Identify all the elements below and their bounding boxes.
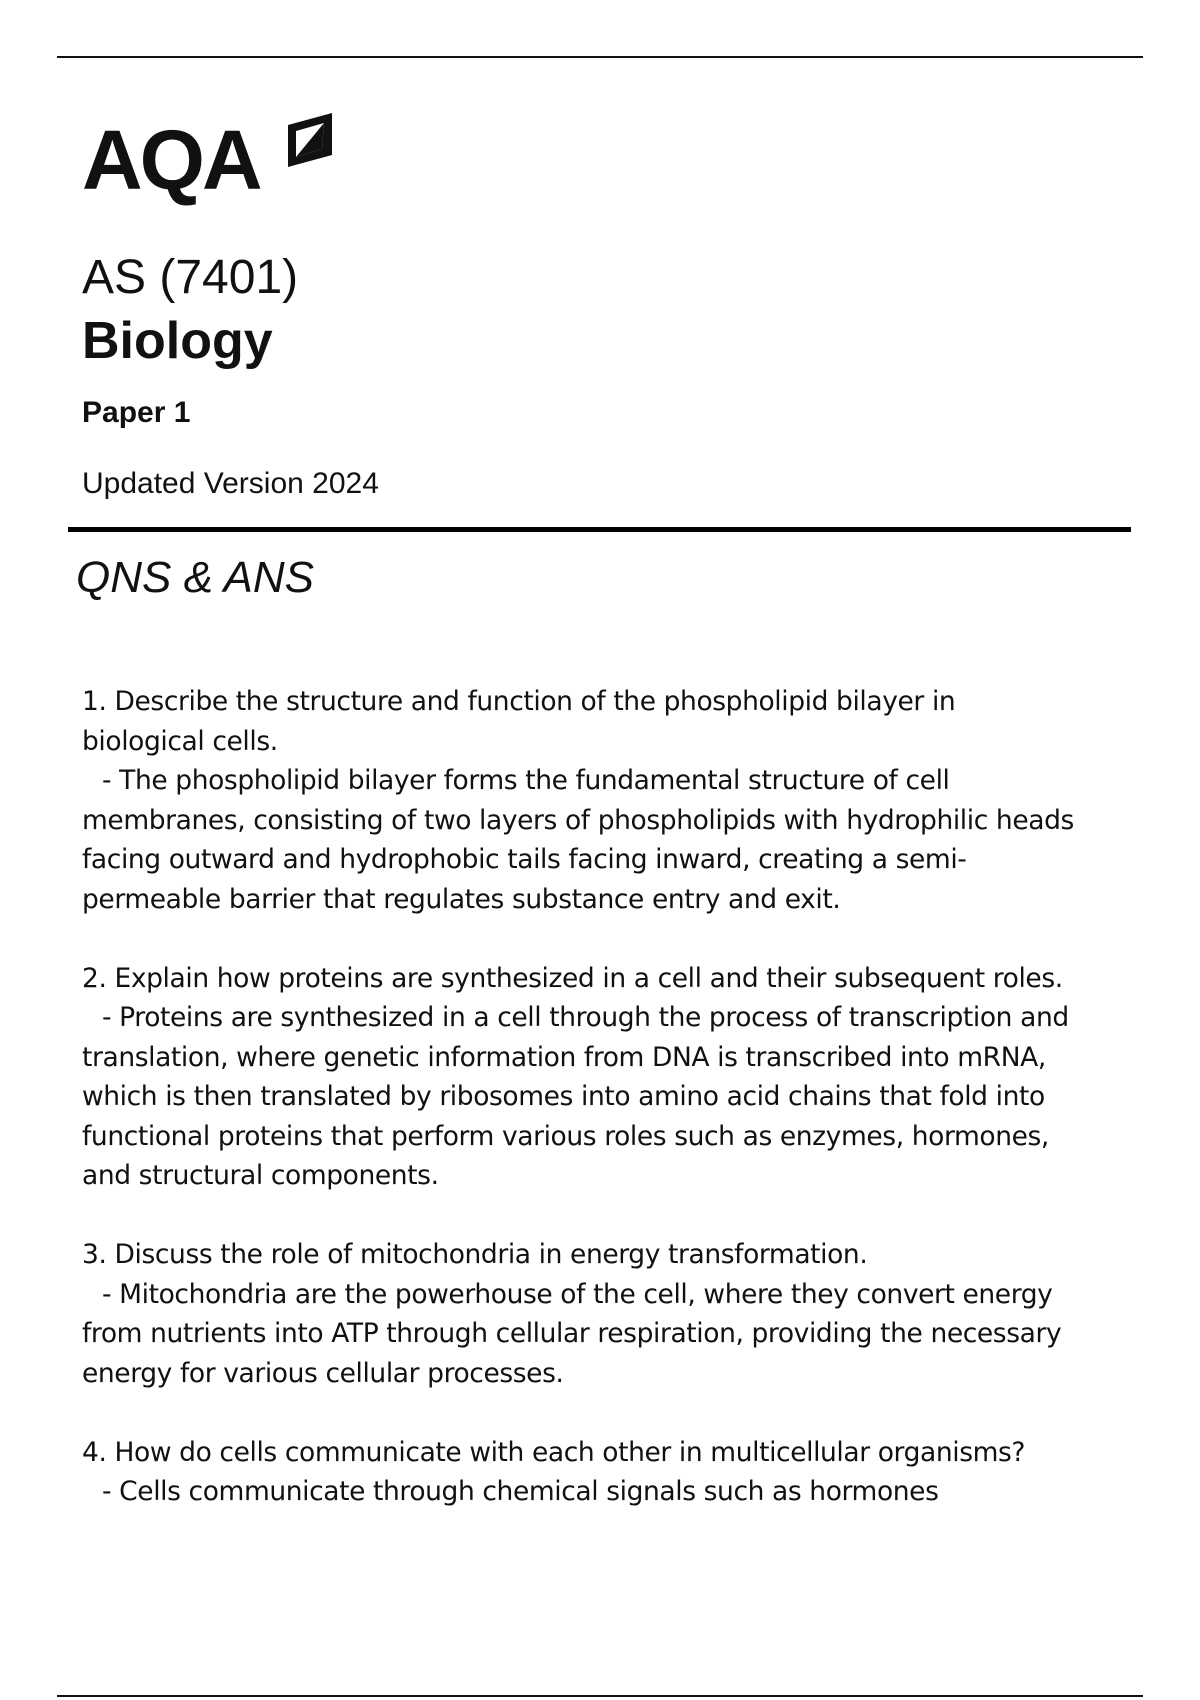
paper-label: Paper 1 [82,396,191,429]
question-text: 3. Discuss the role of mitochondria in energy transformation. [82,1239,868,1270]
section-title: QNS & ANS [76,553,314,602]
top-rule [57,56,1143,58]
logo-text: AQA [82,113,260,207]
course-code: AS (7401) [82,251,299,304]
qa-item-1 [82,682,1082,919]
answer-text: - Mitochondria are the powerhouse of the cell, where they convert energy from nutrients into ATP through cellular respiration, providing the necessary energy for various cellular processes. [82,1278,1062,1389]
section-divider [68,527,1131,532]
answer-text: - Proteins are synthesized in a cell through the process of transcription and translation, where genetic information from DNA is transcribed into mRNA, which is then translated by ribosomes into amino acid chains that fold into functional proteins that perform various roles such as enzymes, hormones, and structural components. [82,1002,1069,1191]
answer-text: - Cells communicate through chemical signals such as hormones [102,1476,939,1507]
version-label: Updated Version 2024 [82,467,379,500]
qa-item-4 [82,1433,1082,1512]
question-text: 2. Explain how proteins are synthesized in a cell and their subsequent roles. [82,962,1063,994]
subject-title: Biology [82,312,273,370]
qa-item-2 [82,959,1082,1196]
question-list [82,682,1082,1551]
aqa-logo [82,105,352,205]
answer-text: - The phospholipid bilayer forms the fundamental structure of cell membranes, consisting of two layers of phospholipids with hydrophilic heads facing outward and hydrophobic tails facing inward, creating a semi-permeable barrier that regulates substance entry and exit. [82,765,1074,915]
question-text: 4. How do cells communicate with each other in multicellular organisms? [82,1436,1026,1468]
question-text: 1. Describe the structure and function of the phospholipid bilayer in biological cells. [82,686,956,757]
bottom-rule [57,1695,1143,1697]
qa-item-3 [82,1235,1082,1393]
logo-mark-icon [282,109,338,173]
